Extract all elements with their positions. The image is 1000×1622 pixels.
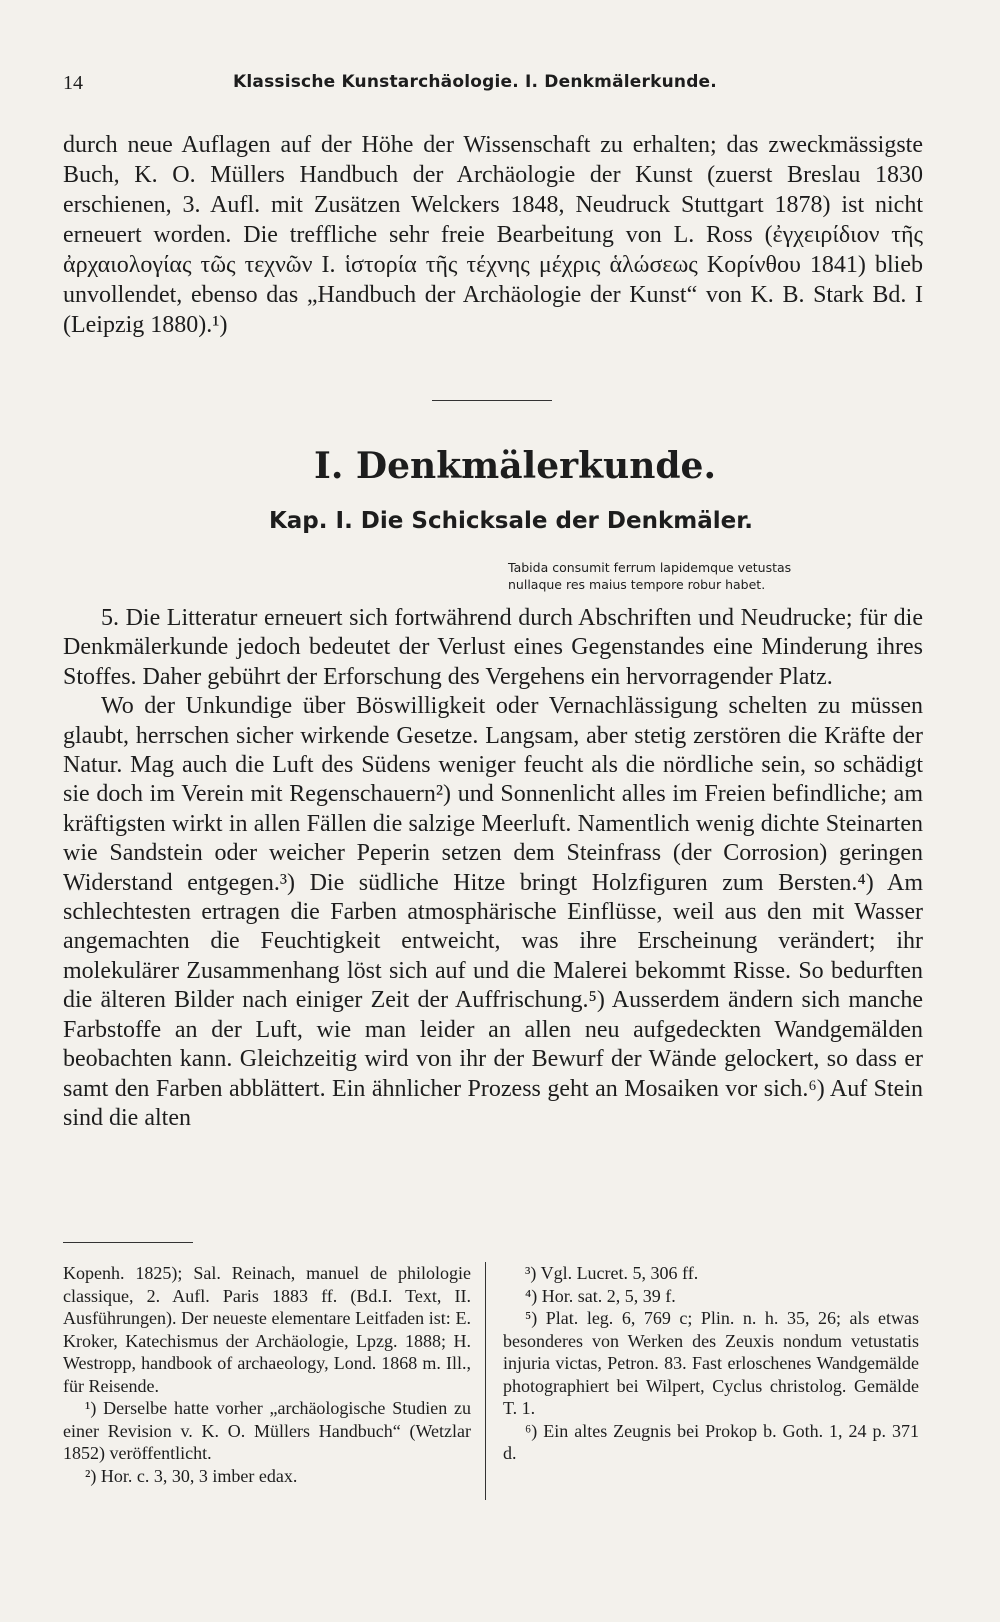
footnote-5: ⁵) Plat. leg. 6, 769 c; Plin. n. h. 35, 26; als etwas besonderes von Werken des Zeuxis nondum vetustatis injuria victas, Petron. 83. Fast erloschenes Wandgemälde photographiert bei Wilpert, Cyclus christolog. Gemälde T. 1. <box>503 1308 919 1418</box>
body-text <box>63 604 923 1133</box>
epigraph-line-2: nullaque res maius tempore robur habet. <box>508 577 766 592</box>
footnote-6: ⁶) Ein altes Zeugnis bei Prokop b. Goth. 1, 24 p. 371 d. <box>503 1420 919 1463</box>
section-divider <box>432 400 552 401</box>
footnotes-right-column <box>503 1262 919 1465</box>
epigraph-line-1: Tabida consumit ferrum lapidemque vetustas <box>508 560 792 575</box>
body-paragraph-2: Wo der Unkundige über Böswilligkeit oder Vernachlässigung schelten zu müssen glaubt, herrschen sicher wirkende Gesetze. Langsam, aber stetig zerstören die Kräfte der Natur. Mag auch die Luft des Südens weniger feucht als die nördliche sein, so schädigt sie doch im Verein mit Regenschauern²) und Sonnenlicht alles im Freien befindliche; am kräftigsten wirkt in allen Fällen die salzige Meerluft. Namentlich wenig dichte Steinarten wie Sandstein oder weicher Peperin setzen dem Steinfrass (der Corrosion) geringen Widerstand entgegen.³) Die südliche Hitze bringt Holzfiguren zum Bersten.⁴) Am schlechtesten ertragen die Farben atmosphärische Einflüsse, weil aus den mit Wasser angemachten die Feuchtigkeit entweicht, was ihre Erscheinung verändert; ihr molekulärer Zusammenhang löst sich auf und die Malerei bekommt Risse. So bedurften die älteren Bilder nach einiger Zeit der Auffrischung.⁵) Ausserdem ändern sich manche Farbstoffe an der Luft, wie man leider an allen neu aufgedeckten Wandgemälden beobachten kann. Gleichzeitig wird von ihr der Bewurf der Wände gelockert, so dass er samt den Farben abblättert. Ein ähnlicher Prozess geht an Mosaiken vor sich.⁶) Auf Stein sind die alten <box>63 693 923 1131</box>
footnote-continuation: Kopenh. 1825); Sal. Reinach, manuel de philologie classique, 2. Aufl. Paris 1883 ff. (Bd.I. Text, II. Ausführungen). Der neueste elementare Leitfaden ist: E. Kroker, Katechismus der Archäologie, Lpzg. 1888; H. Westropp, handbook of archaeology, Lond. 1868 m. Ill., für Reisende. <box>63 1263 471 1396</box>
epigraph <box>508 559 926 593</box>
chapter-title: Kap. I. Die Schicksale der Denkmäler. <box>268 508 754 534</box>
footnote-4: ⁴) Hor. sat. 2, 5, 39 f. <box>525 1285 676 1306</box>
section-title: I. Denkmälerkunde. <box>313 445 716 487</box>
footnotes-left-column <box>63 1262 471 1487</box>
footnote-1: ¹) Derselbe hatte vorher „archäologische Studien zu einer Revision v. K. O. Müllers Handbuch“ (Wetzlar 1852) veröffentlicht. <box>63 1398 471 1463</box>
footnote-column-divider <box>485 1262 486 1500</box>
body-paragraph-1: 5. Die Litteratur erneuert sich fortwährend durch Abschriften und Neudrucke; für die Denkmälerkunde jedoch bedeutet der Verlust eines Gegenstandes eine Minderung ihres Stoffes. Daher gebührt der Erforschung des Vergehens ein hervorragender Platz. <box>63 605 923 690</box>
footnote-2: ²) Hor. c. 3, 30, 3 imber edax. <box>85 1465 298 1486</box>
running-title: Klassische Kunstarchäologie. I. Denkmälerkunde. <box>233 72 717 92</box>
intro-paragraph: durch neue Auflagen auf der Höhe der Wissenschaft zu erhalten; das zweckmässigste Buch, K. O. Müllers Handbuch der Archäologie der Kunst (zuerst Breslau 1830 erschienen, 3. Aufl. mit Zusätzen Welckers 1848, Neudruck Stuttgart 1878) ist nicht erneuert worden. Die treffliche sehr freie Bearbeitung von L. Ross (ἐγχειρίδιον τῆς ἀρχαιολογίας τῶς τεχνῶν I. ἱστορία τῆς τέχνης μέχρις ἁλώσεως Κορίνθου 1841) blieb unvollendet, ebenso das „Handbuch der Archäologie der Kunst“ von K. B. Stark Bd. I (Leipzig 1880).¹) <box>63 132 923 338</box>
page-number: 14 <box>63 72 83 94</box>
footnotes <box>63 1262 923 1512</box>
intro-paragraph-block <box>63 130 923 340</box>
footnote-3: ³) Vgl. Lucret. 5, 306 ff. <box>525 1263 699 1283</box>
footnote-rule <box>63 1242 193 1243</box>
page-header <box>63 72 923 108</box>
